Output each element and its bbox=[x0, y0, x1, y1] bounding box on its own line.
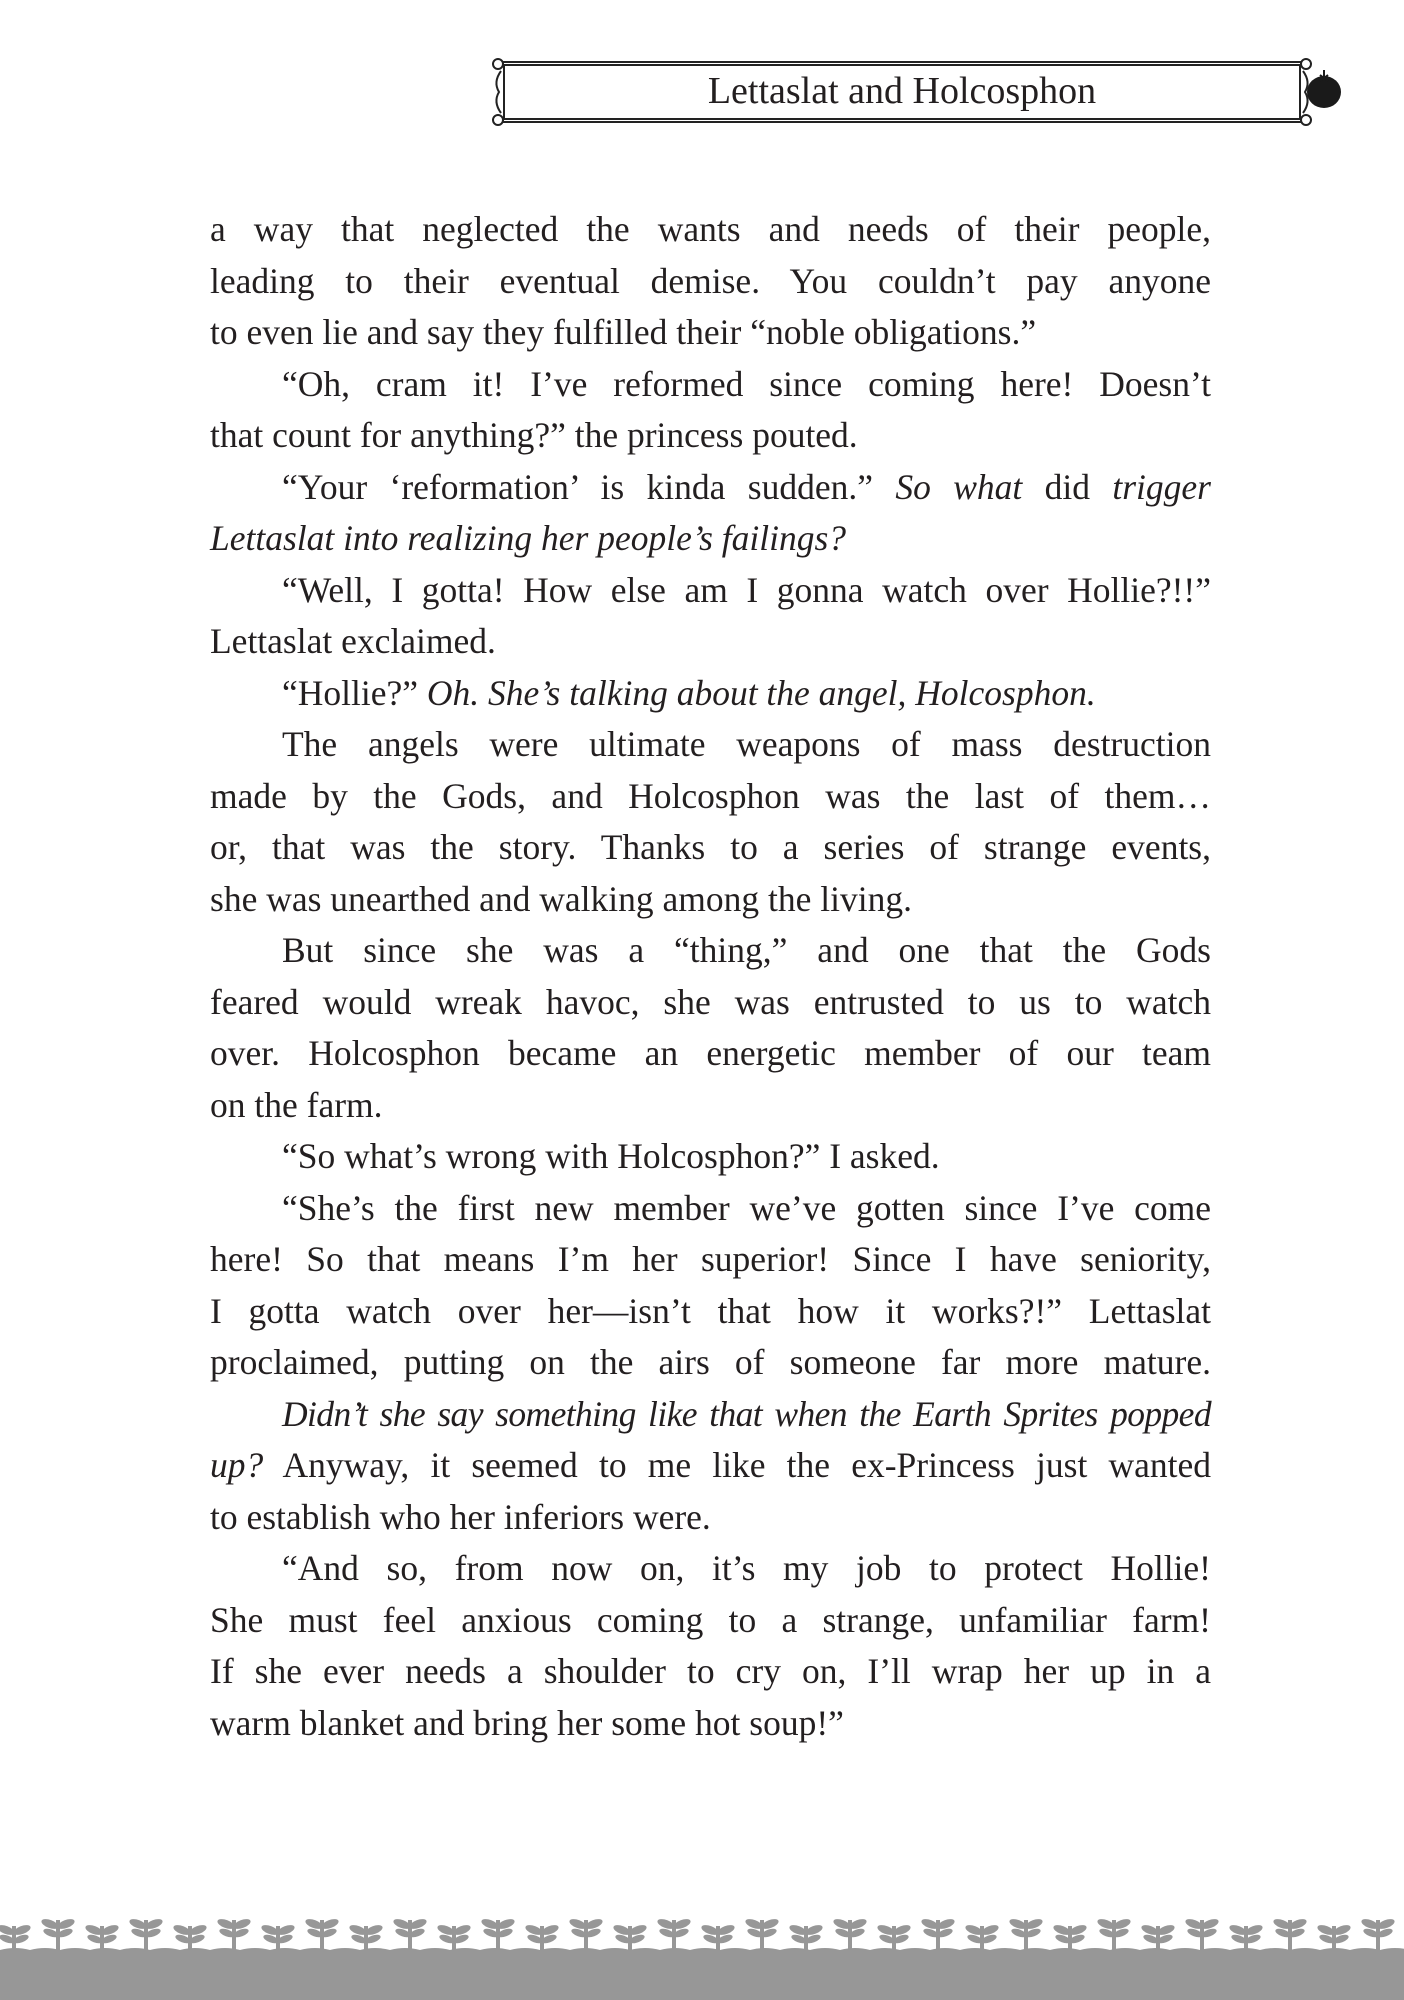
sprout-icon bbox=[40, 1917, 76, 1950]
text-segment: I gotta watch over her—isn’t that how it works?!” Lettaslat bbox=[210, 1290, 1211, 1331]
text-segment: Lettaslat exclaimed. bbox=[210, 621, 496, 661]
sprout-icon bbox=[964, 1923, 1000, 1950]
sprout-icon bbox=[1184, 1917, 1220, 1950]
sprout-icon bbox=[348, 1923, 384, 1950]
ground-band bbox=[0, 1948, 1404, 2000]
text-line bbox=[210, 1440, 1211, 1492]
italic-text: So what bbox=[895, 466, 1023, 507]
text-segment: “And so, from now on, it’s my job to protect Hollie! bbox=[282, 1548, 1211, 1588]
sprout-icon bbox=[260, 1923, 296, 1950]
text-segment: here! So that means I’m her superior! Since I have seniority, bbox=[210, 1239, 1211, 1279]
sprout-border-footer bbox=[0, 1912, 1404, 2000]
text-line bbox=[210, 410, 1211, 462]
text-line bbox=[210, 1080, 1211, 1132]
sprout-icon bbox=[1360, 1917, 1396, 1950]
text-segment: “Oh, cram it! I’ve reformed since coming here! Doesn’t bbox=[282, 363, 1211, 404]
text-line bbox=[210, 822, 1211, 874]
sprout-icon bbox=[524, 1923, 560, 1950]
text-segment: a way that neglected the wants and needs of their people, bbox=[210, 209, 1211, 249]
text-line bbox=[210, 1028, 1211, 1080]
text-line bbox=[210, 307, 1211, 359]
italic-text: Lettaslat into realizing her people’s failings? bbox=[210, 518, 847, 558]
text-segment: on the farm. bbox=[210, 1084, 383, 1125]
text-line bbox=[210, 513, 1211, 565]
text-segment: feared would wreak havoc, she was entrusted to us to watch bbox=[210, 981, 1211, 1022]
sprout-icon bbox=[1272, 1917, 1308, 1950]
text-line bbox=[210, 771, 1211, 823]
text-line bbox=[210, 1389, 1211, 1441]
sprout-icon bbox=[612, 1923, 648, 1950]
text-segment: “She’s the first new member we’ve gotten since I’ve come bbox=[282, 1187, 1211, 1228]
text-line bbox=[210, 616, 1211, 668]
text-line bbox=[210, 1492, 1211, 1544]
text-segment: did bbox=[1022, 466, 1113, 507]
sprout-icon bbox=[656, 1917, 692, 1950]
sprout-icon bbox=[436, 1923, 472, 1950]
sprout-icon bbox=[392, 1917, 428, 1950]
sprout-icon bbox=[304, 1917, 340, 1950]
italic-text: Didn’t she say something like that when the Earth Sprites popped bbox=[282, 1393, 1211, 1434]
text-line bbox=[210, 1646, 1211, 1698]
sprout-icon bbox=[216, 1917, 252, 1950]
text-line bbox=[210, 1286, 1211, 1338]
text-segment: she was unearthed and walking among the living. bbox=[210, 878, 912, 919]
sprout-icon bbox=[1052, 1923, 1088, 1950]
sprout-icon bbox=[744, 1917, 780, 1950]
sprout-icon bbox=[876, 1923, 912, 1950]
text-line bbox=[210, 1337, 1211, 1389]
italic-text: up? bbox=[210, 1445, 264, 1485]
sprout-icon bbox=[1140, 1923, 1176, 1950]
tomato-icon bbox=[1300, 66, 1346, 112]
text-segment: “So what’s wrong with Holcosphon?” I asked. bbox=[282, 1136, 940, 1176]
text-segment: made by the Gods, and Holcosphon was the last of them… bbox=[210, 775, 1211, 816]
text-line bbox=[210, 1183, 1211, 1235]
text-line bbox=[210, 462, 1211, 514]
text-line bbox=[210, 977, 1211, 1029]
running-header bbox=[491, 57, 1313, 127]
chapter-title: Lettaslat and Holcosphon bbox=[707, 70, 1097, 112]
sprout-icon bbox=[1096, 1917, 1132, 1950]
text-segment: to even lie and say they fulfilled their “noble obligations.” bbox=[210, 312, 1037, 352]
sprout-icon bbox=[1008, 1917, 1044, 1950]
sprout-icon bbox=[84, 1923, 120, 1950]
text-segment: to establish who her inferiors were. bbox=[210, 1496, 711, 1537]
body-text bbox=[210, 204, 1211, 1749]
sprout-icon bbox=[568, 1917, 604, 1950]
text-line bbox=[210, 1698, 1211, 1750]
italic-text: trigger bbox=[1112, 466, 1211, 507]
text-segment: “Well, I gotta! How else am I gonna watch over Hollie?!!” bbox=[282, 569, 1211, 610]
text-segment: over. Holcosphon became an energetic member of our team bbox=[210, 1033, 1211, 1073]
sprout-icon bbox=[128, 1917, 164, 1950]
text-line bbox=[210, 874, 1211, 926]
text-segment: “Your ‘reformation’ is kinda sudden.” bbox=[282, 466, 896, 507]
text-line bbox=[210, 719, 1211, 771]
sprout-icon bbox=[1228, 1923, 1264, 1950]
text-line bbox=[210, 925, 1211, 977]
sprout-icon bbox=[172, 1923, 208, 1950]
text-line bbox=[210, 1131, 1211, 1183]
text-line bbox=[210, 1595, 1211, 1647]
text-line bbox=[210, 256, 1211, 308]
sprout-icon bbox=[480, 1917, 516, 1950]
sprout-icon bbox=[920, 1917, 956, 1950]
text-line bbox=[210, 1543, 1211, 1595]
text-segment: or, that was the story. Thanks to a series of strange events, bbox=[210, 827, 1211, 867]
italic-text: Oh. She’s talking about the angel, Holcosphon. bbox=[426, 672, 1096, 713]
text-segment: that count for anything?” the princess pouted. bbox=[210, 415, 858, 455]
text-segment: The angels were ultimate weapons of mass destruction bbox=[282, 724, 1211, 764]
text-segment: But since she was a “thing,” and one that the Gods bbox=[282, 930, 1211, 970]
text-line bbox=[210, 1234, 1211, 1286]
text-segment: warm blanket and bring her some hot soup!” bbox=[210, 1702, 844, 1743]
text-segment: She must feel anxious coming to a strange, unfamiliar farm! bbox=[210, 1599, 1211, 1640]
text-segment: “Hollie?” bbox=[282, 672, 427, 713]
sprout-icon bbox=[0, 1923, 32, 1950]
sprout-icon bbox=[1316, 1923, 1352, 1950]
sprout-icon bbox=[788, 1923, 824, 1950]
text-line bbox=[210, 668, 1211, 720]
text-line bbox=[210, 359, 1211, 411]
text-segment: leading to their eventual demise. You couldn’t pay anyone bbox=[210, 260, 1211, 301]
text-segment: Anyway, it seemed to me like the ex-Princess just wanted bbox=[263, 1445, 1211, 1485]
sprout-icon bbox=[700, 1923, 736, 1950]
text-segment: If she ever needs a shoulder to cry on, I’ll wrap her up in a bbox=[210, 1651, 1211, 1691]
text-segment: proclaimed, putting on the airs of someone far more mature. bbox=[210, 1342, 1211, 1382]
sprout-icon bbox=[832, 1917, 868, 1950]
text-line bbox=[210, 204, 1211, 256]
text-line bbox=[210, 565, 1211, 617]
